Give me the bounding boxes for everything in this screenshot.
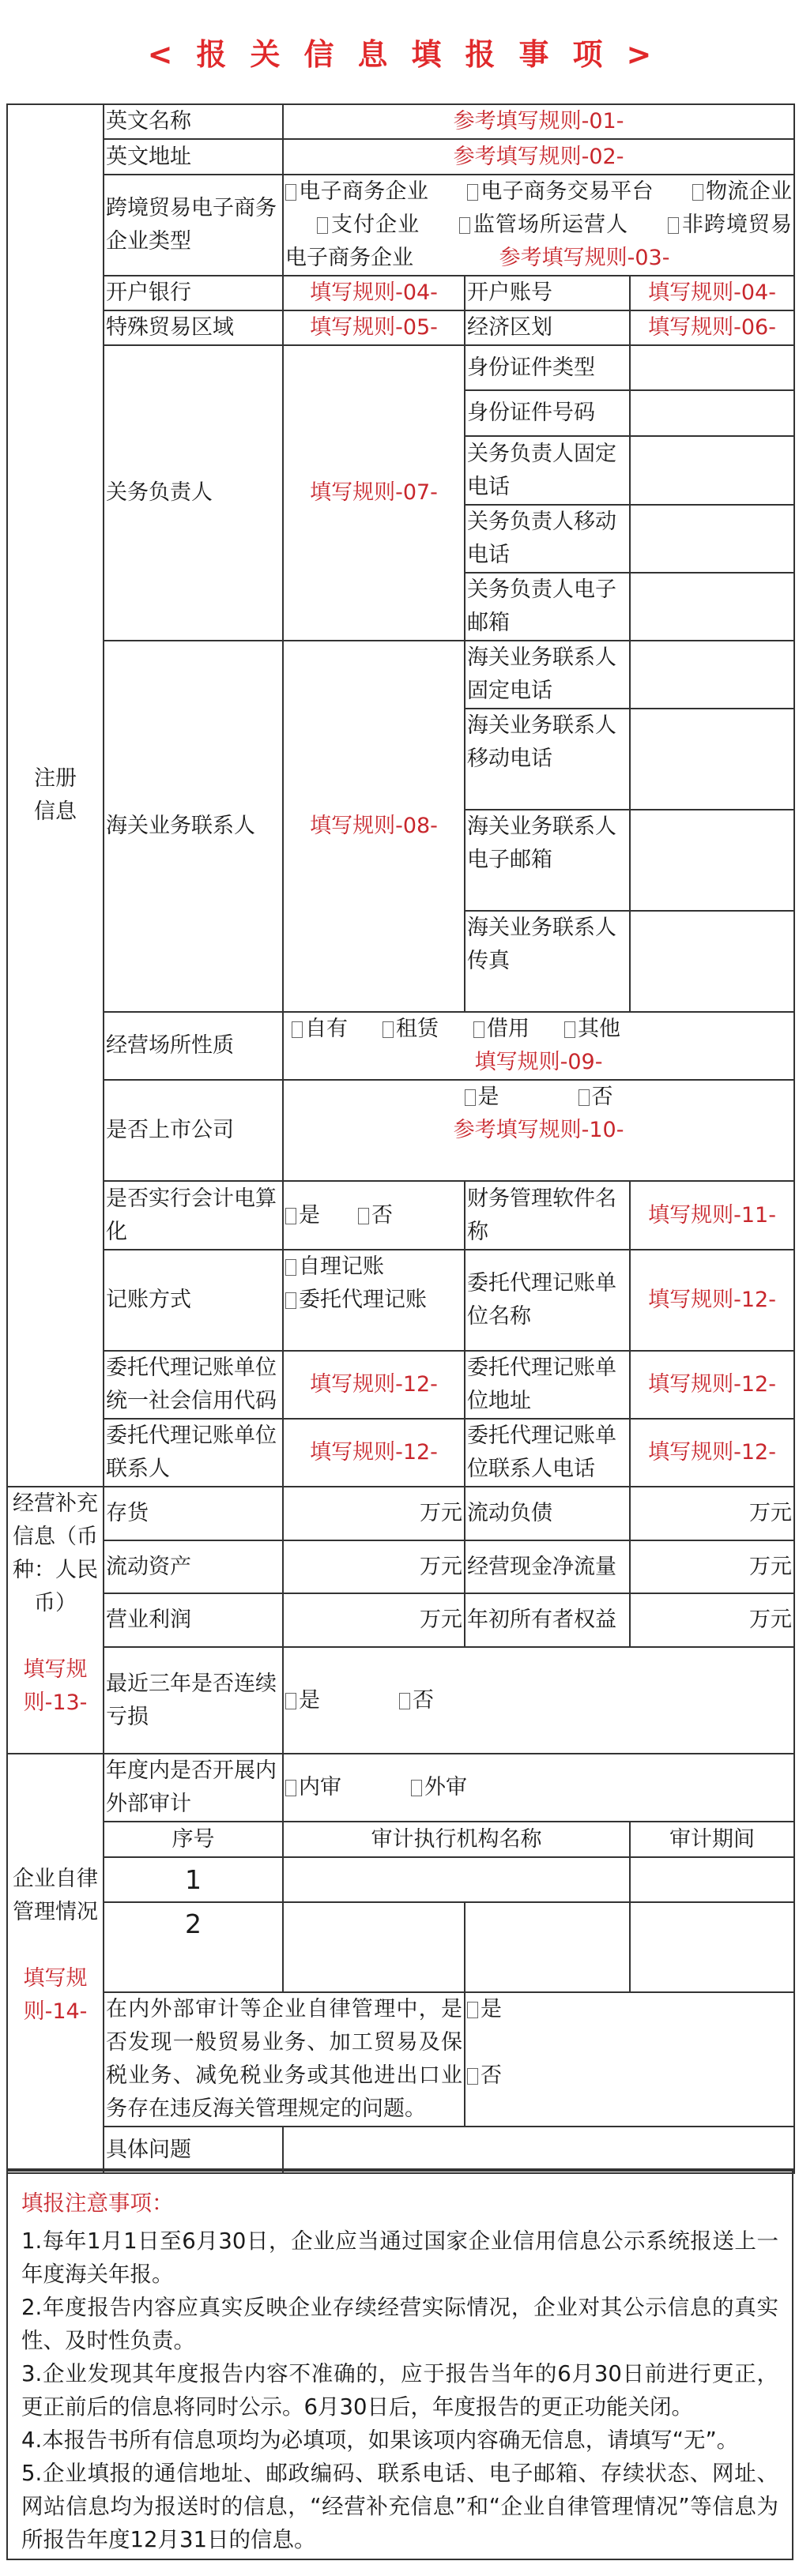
section-self-discipline-label: 企业自律管理情况 (13, 1866, 98, 1924)
listed-option-list (285, 1081, 792, 1114)
option-label: 自有 (305, 1017, 348, 1041)
row-audit (7, 1754, 794, 1822)
agent-contact-rule: 填写规则-12- (283, 1419, 465, 1487)
row-computerized (7, 1181, 794, 1250)
software-rule: 填写规则-11- (630, 1181, 794, 1250)
cross-border-type-rule: 参考填写规则-03- (499, 246, 670, 270)
checkbox[interactable] (579, 1089, 590, 1106)
consecutive-losses-options (283, 1647, 794, 1754)
option-leased (383, 1017, 439, 1041)
checkbox[interactable] (292, 1021, 303, 1038)
english-name-rule: 参考填写规则-01- (283, 104, 794, 139)
audit-period-cell (630, 1857, 794, 1902)
audit-label: 年度内是否开展内外部审计 (104, 1754, 283, 1822)
table-row (7, 1902, 794, 1992)
option-internal-audit (285, 1775, 341, 1799)
listed-rule: 参考填写规则-10- (453, 1118, 624, 1142)
option-label: 是 (299, 1202, 320, 1228)
option-label: 非跨境贸易电子商务企业 (285, 212, 793, 270)
customs-officer-label: 关务负责人 (104, 345, 283, 641)
agent-code-label: 委托代理记账单位统一社会信用代码 (104, 1351, 283, 1419)
premises-option-list (285, 1013, 792, 1046)
option-logistics (692, 179, 792, 204)
account-label: 开户账号 (465, 276, 630, 310)
agent-code-rule: 填写规则-12- (283, 1351, 465, 1419)
row-cross-border-type (7, 175, 794, 276)
row-customs-contact (7, 641, 794, 709)
checkbox[interactable] (411, 1780, 422, 1796)
row-english-name (7, 104, 794, 139)
audit-period-cell (630, 1902, 794, 1992)
operating-profit-unit: 万元 (283, 1593, 465, 1647)
checkbox[interactable] (668, 217, 679, 234)
officer-email-value (630, 573, 794, 641)
row-agent-contact (7, 1419, 794, 1487)
note-item: 3.企业发现其年度报告内容不准确的，应于报告当年的6月30日前进行更正，更正前后的信息将同时公示。6月30日后，年度报告的更正功能关闭。 (21, 2361, 778, 2420)
option-ecommerce-platform (467, 179, 654, 204)
listed-options (283, 1080, 794, 1181)
software-label: 财务管理软件名称 (465, 1181, 630, 1250)
current-liabilities-unit: 万元 (630, 1487, 794, 1540)
option-label: 否 (481, 2063, 502, 2088)
checkbox[interactable] (383, 1021, 394, 1038)
section-self-discipline (7, 1754, 104, 2173)
option-label: 借用 (487, 1017, 530, 1041)
checkbox[interactable] (317, 217, 328, 234)
agent-name-label: 委托代理记账单位名称 (465, 1250, 630, 1351)
premises-options (283, 1012, 794, 1080)
row-agent-code (7, 1351, 794, 1419)
bookkeeping-options (283, 1250, 465, 1351)
note-item: 5.企业填报的通信地址、邮政编码、联系电话、电子邮箱、存续状态、网址、网站信息均为报送时的信息，“经营补充信息”和“企业自律管理情况”等信息为所报告年度12月31日的信息。 (21, 2461, 779, 2552)
table-row (7, 1857, 794, 1902)
checkbox[interactable] (692, 184, 703, 201)
section-business-supplement-label: 经营补充信息（币种：人民币） (13, 1491, 98, 1615)
id-type-label: 身份证件类型 (465, 345, 630, 390)
note-item: 2.年度报告内容应真实反映企业存续经营实际情况，企业对其公示信息的真实性、及时性负责。 (21, 2295, 778, 2353)
agent-name-rule: 填写规则-12- (630, 1250, 794, 1351)
option-label: 是 (299, 1687, 320, 1713)
cross-border-type-options (283, 175, 794, 276)
auditor-name-cell (283, 1902, 465, 1992)
option-external-audit (411, 1775, 467, 1799)
option-no (579, 1085, 613, 1109)
option-label: 否 (591, 1085, 613, 1109)
checkbox[interactable] (473, 1021, 484, 1038)
agent-phone-label: 委托代理记账单位联系人电话 (465, 1419, 630, 1487)
customs-contact-label: 海关业务联系人 (104, 641, 283, 1012)
violation-options (465, 1992, 794, 2127)
current-assets-label: 流动资产 (104, 1540, 283, 1593)
option-label: 监管场所运营人 (472, 212, 629, 237)
contact-mobile-value (630, 709, 794, 810)
section-business-supplement-rule: 填写规则-13- (23, 1657, 88, 1715)
note-item: 4.本报告书所有信息项均为必填项，如果该项内容确无信息，请填写“无”。 (21, 2427, 739, 2453)
contact-fax-label: 海关业务联系人传真 (465, 911, 630, 1012)
row-listed (7, 1080, 794, 1181)
row-specific-issues (7, 2127, 794, 2173)
spacer (467, 2026, 792, 2059)
bank-rule: 填写规则-04- (283, 276, 465, 310)
auditor-name-cell (283, 1857, 630, 1902)
checkbox[interactable] (467, 184, 478, 201)
section-business-supplement (7, 1487, 104, 1754)
cross-border-type-label: 跨境贸易电子商务企业类型 (104, 175, 283, 276)
economic-zone-rule: 填写规则-06- (630, 310, 794, 345)
section-self-discipline-rule: 填写规则-14- (23, 1965, 88, 2024)
option-yes (467, 1993, 792, 2026)
option-label: 支付企业 (330, 212, 420, 237)
bank-label: 开户银行 (104, 276, 283, 310)
section-registration-label: 注册信息 (34, 766, 77, 824)
english-name-label: 英文名称 (104, 104, 283, 139)
row-violation (7, 1992, 794, 2127)
economic-zone-label: 经济区划 (465, 310, 630, 345)
option-label: 是 (477, 1085, 499, 1109)
option-yes (285, 1203, 320, 1228)
english-address-rule: 参考填写规则-02- (283, 139, 794, 175)
checkbox[interactable] (285, 1693, 296, 1709)
row-bookkeeping (7, 1250, 794, 1351)
checkbox[interactable] (285, 1292, 296, 1309)
header-audit-period: 审计期间 (630, 1822, 794, 1857)
officer-landline-label: 关务负责人固定电话 (465, 436, 630, 505)
option-other (564, 1017, 620, 1041)
contact-email-value (630, 810, 794, 911)
checkbox[interactable] (285, 1208, 296, 1224)
operating-cash-flow-label: 经营现金净流量 (465, 1540, 630, 1593)
page-title: <报关信息填报事项> (147, 37, 676, 72)
option-label: 内审 (299, 1775, 341, 1799)
option-label: 自理记账 (299, 1254, 384, 1279)
english-address-label: 英文地址 (104, 139, 283, 175)
officer-mobile-value (630, 505, 794, 573)
row-special-zone (7, 310, 794, 345)
operating-profit-label: 营业利润 (104, 1593, 283, 1647)
customs-info-form (6, 103, 795, 2174)
contact-email-label: 海关业务联系人电子邮箱 (465, 810, 630, 911)
checkbox[interactable] (465, 1089, 476, 1106)
checkbox[interactable] (467, 2068, 478, 2085)
option-label: 租赁 (396, 1017, 439, 1041)
option-label: 电子商务企业 (299, 179, 429, 204)
premises-rule: 填写规则-09- (474, 1050, 603, 1074)
inventory-unit: 万元 (283, 1487, 465, 1540)
officer-landline-value (630, 436, 794, 505)
option-no (467, 2059, 792, 2093)
operating-cash-flow-unit: 万元 (630, 1540, 794, 1593)
officer-mobile-label: 关务负责人移动电话 (465, 505, 630, 573)
id-number-label: 身份证件号码 (465, 390, 630, 436)
consecutive-losses-label: 最近三年是否连续亏损 (104, 1647, 283, 1754)
current-assets-unit: 万元 (283, 1540, 465, 1593)
computerized-options (283, 1181, 465, 1250)
audit-table-header (7, 1822, 794, 1857)
page-header (0, 0, 799, 103)
computerized-label: 是否实行会计电算化 (104, 1181, 283, 1250)
bookkeeping-label: 记账方式 (104, 1250, 283, 1351)
option-owned (292, 1017, 348, 1041)
option-yes (465, 1085, 499, 1109)
option-no (399, 1688, 434, 1713)
id-type-value (630, 345, 794, 390)
violation-question: 在内外部审计等企业自律管理中，是否发现一般贸易业务、加工贸易及保税业务、减免税业务或其他进出口业务存在违反海关管理规定的问题。 (104, 1992, 465, 2127)
account-rule: 填写规则-04- (630, 276, 794, 310)
officer-email-label: 关务负责人电子邮箱 (465, 573, 630, 641)
filing-notes (6, 2168, 793, 2560)
row-current-assets (7, 1540, 794, 1593)
audit-options (283, 1754, 794, 1822)
agent-contact-label: 委托代理记账单位联系人 (104, 1419, 283, 1487)
option-agent (285, 1284, 462, 1317)
contact-landline-label: 海关业务联系人固定电话 (465, 641, 630, 709)
checkbox[interactable] (358, 1208, 369, 1224)
contact-landline-value (630, 641, 794, 709)
checkbox[interactable] (459, 217, 470, 234)
option-borrowed (473, 1017, 530, 1041)
notes-title: 填报注意事项： (21, 2191, 174, 2216)
row-consecutive-losses (7, 1647, 794, 1754)
customs-officer-rule: 填写规则-07- (283, 345, 465, 641)
header-no: 序号 (104, 1822, 283, 1857)
option-label: 是 (481, 1997, 502, 2021)
customs-contact-rule: 填写规则-08- (283, 641, 465, 1012)
row-operating-profit (7, 1593, 794, 1647)
checkbox[interactable] (285, 1259, 296, 1276)
checkbox[interactable] (399, 1693, 410, 1709)
option-supervised-site-operator (459, 212, 628, 237)
option-yes (285, 1688, 320, 1713)
agent-address-label: 委托代理记账单位地址 (465, 1351, 630, 1419)
id-number-value (630, 390, 794, 436)
opening-equity-label: 年初所有者权益 (465, 1593, 630, 1647)
checkbox[interactable] (285, 1780, 296, 1796)
option-payment (317, 212, 420, 237)
option-self (285, 1250, 462, 1284)
option-label: 物流企业 (705, 179, 793, 204)
option-ecommerce-enterprise (285, 179, 428, 204)
premises-label: 经营场所性质 (104, 1012, 283, 1080)
row-english-address (7, 139, 794, 175)
auditor-name-cell-extra (465, 1902, 630, 1992)
row-premises (7, 1012, 794, 1080)
section-registration (7, 104, 104, 1487)
contact-mobile-label: 海关业务联系人移动电话 (465, 709, 630, 810)
option-no (358, 1203, 393, 1228)
option-label: 否 (371, 1202, 393, 1228)
inventory-label: 存货 (104, 1487, 283, 1540)
note-item: 1.每年1月1日至6月30日，企业应当通过国家企业信用信息公示系统报送上一年度海关年报。 (21, 2228, 778, 2287)
agent-address-rule: 填写规则-12- (630, 1351, 794, 1419)
option-label: 其他 (578, 1017, 620, 1041)
option-label: 电子商务交易平台 (481, 179, 654, 204)
specific-issues-value (283, 2127, 794, 2173)
special-zone-rule: 填写规则-05- (283, 310, 465, 345)
checkbox[interactable] (564, 1021, 575, 1038)
agent-phone-rule: 填写规则-12- (630, 1419, 794, 1487)
contact-fax-value (630, 911, 794, 1012)
special-zone-label: 特殊贸易区域 (104, 310, 283, 345)
checkbox[interactable] (285, 184, 296, 201)
row-customs-officer (7, 345, 794, 390)
current-liabilities-label: 流动负债 (465, 1487, 630, 1540)
row-number: 2 (104, 1902, 283, 1992)
option-label: 外审 (424, 1775, 467, 1799)
specific-issues-label: 具体问题 (104, 2127, 283, 2173)
listed-label: 是否上市公司 (104, 1080, 283, 1181)
checkbox[interactable] (467, 2002, 478, 2018)
row-number: 1 (104, 1857, 283, 1902)
row-bank (7, 276, 794, 310)
header-auditor-name: 审计执行机构名称 (283, 1822, 630, 1857)
option-label: 否 (413, 1687, 434, 1713)
row-inventory (7, 1487, 794, 1540)
option-label: 委托代理记账 (299, 1288, 427, 1312)
opening-equity-unit: 万元 (630, 1593, 794, 1647)
